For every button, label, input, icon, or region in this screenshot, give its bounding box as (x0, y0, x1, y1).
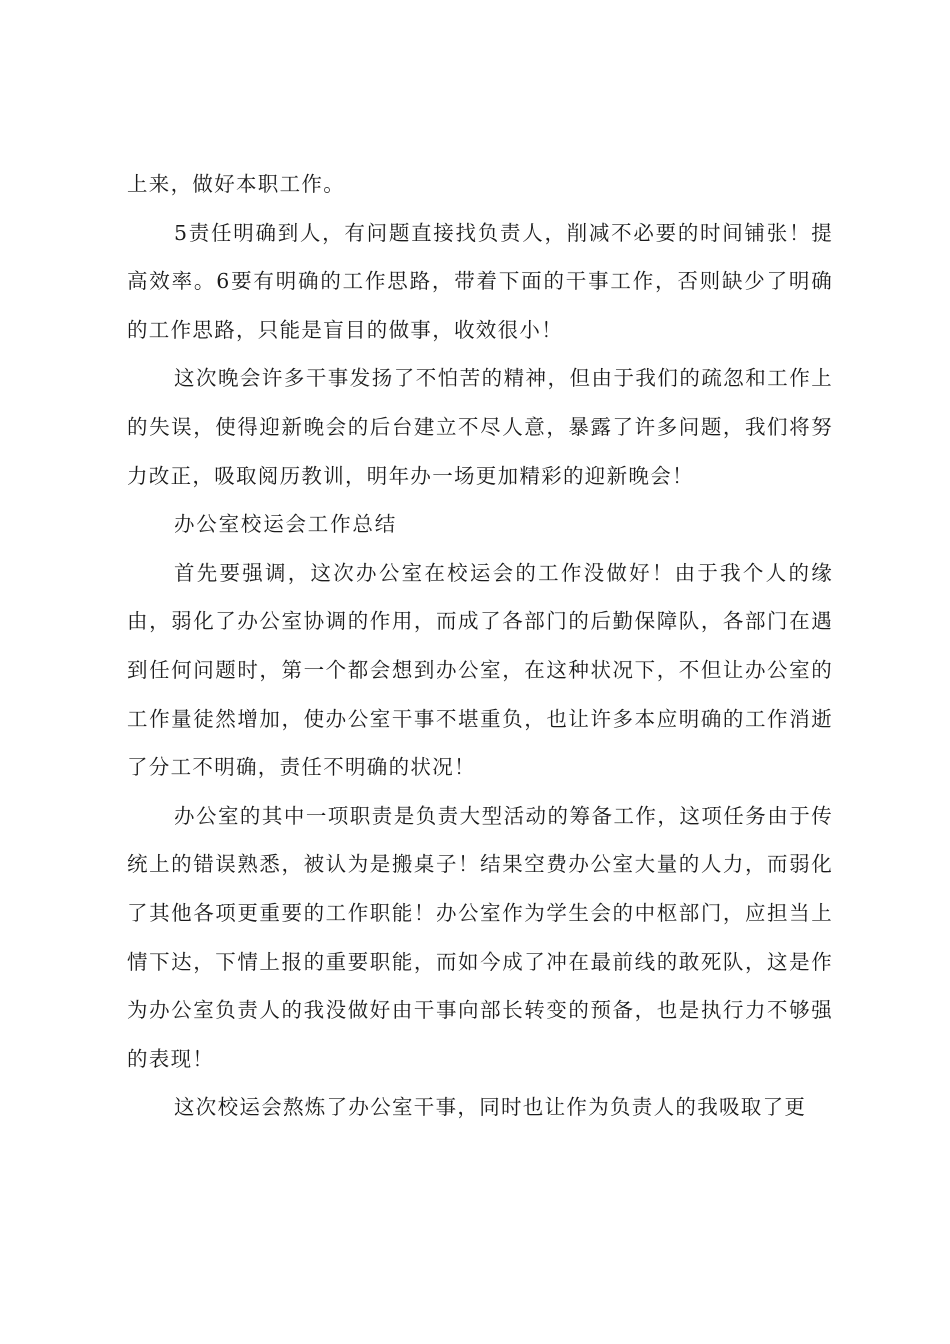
paragraph-efficiency: 5责任明确到人，有问题直接找负责人，削减不必要的时间铺张！提高效率。6要有明确的工作思路，带着下面的干事工作，否则缺少了明确的工作思路，只能是盲目的做事，收效很小！ (127, 220, 833, 342)
paragraph-gala-reflection: 这次晚会许多干事发扬了不怕苦的精神，但由于我们的疏忽和工作上的失误，使得迎新晚会的后台建立不尽人意，暴露了许多问题，我们将努力改正，吸取阅历教训，明年办一场更加精彩的迎新晚会！ (127, 366, 833, 488)
paragraph-continuation: 上来，做好本职工作。 (127, 172, 345, 196)
paragraph-closing: 这次校运会熬炼了办公室干事，同时也让作为负责人的我吸取了更 (174, 1095, 807, 1120)
section-heading: 办公室校运会工作总结 (174, 512, 397, 537)
document-body (127, 160, 833, 1132)
paragraph-duties: 办公室的其中一项职责是负责大型活动的筹备工作，这项任务由于传统上的错误熟悉，被认为是搬桌子！结果空费办公室大量的人力，而弱化了其他各项更重要的工作职能！办公室作为学生会的中枢部门，应担当上情下达，下情上报的重要职能，而如今成了冲在最前线的敢死队，这是作为办公室负责人的我没做好由干事向部长转变的预备，也是执行力不够强的表现！ (127, 803, 833, 1071)
paragraph-emphasis: 首先要强调，这次办公室在校运会的工作没做好！由于我个人的缘由，弱化了办公室协调的作用，而成了各部门的后勤保障队，各部门在遇到任何问题时，第一个都会想到办公室，在这种状况下，不但让办公室的工作量徒然增加，使办公室干事不堪重负，也让许多本应明确的工作消逝了分工不明确，责任不明确的状况！ (127, 560, 833, 780)
